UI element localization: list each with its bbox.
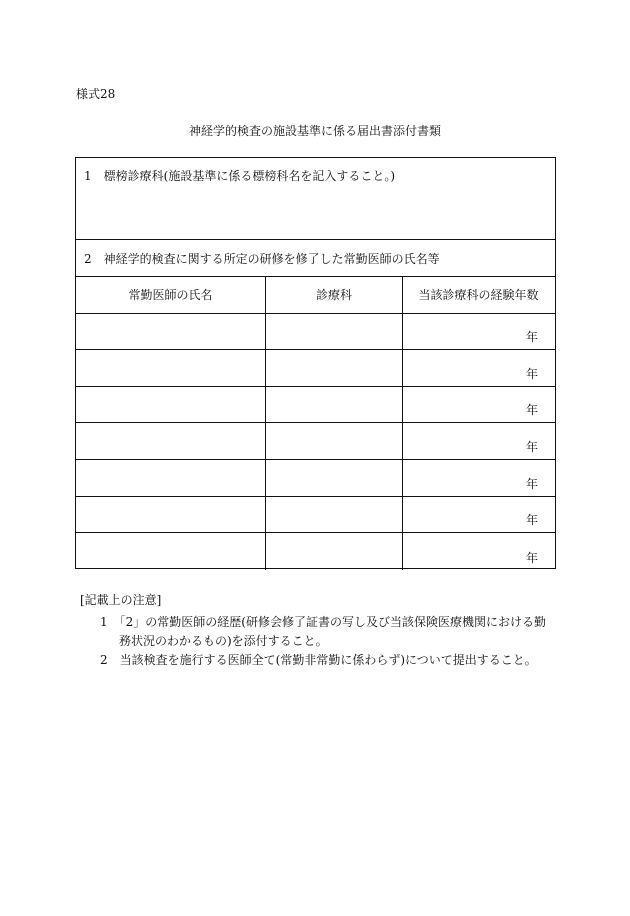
- year-unit-label: 年: [525, 476, 538, 491]
- years-cell[interactable]: [403, 460, 554, 496]
- physician-name-cell[interactable]: [76, 423, 266, 459]
- physician-name-cell[interactable]: [76, 497, 266, 533]
- department-cell[interactable]: [266, 387, 403, 423]
- year-unit-label: 年: [525, 330, 538, 345]
- table-row: [76, 387, 555, 424]
- department-cell[interactable]: [266, 314, 403, 350]
- years-cell[interactable]: [403, 350, 554, 386]
- section-2-label: 2 神経学的検査に関する所定の研修を修了した常勤医師の氏名等: [84, 252, 440, 266]
- department-cell[interactable]: [266, 460, 403, 496]
- physician-name-cell[interactable]: [76, 460, 266, 496]
- physician-name-cell[interactable]: [76, 387, 266, 423]
- years-cell[interactable]: [403, 314, 554, 350]
- years-cell[interactable]: [403, 533, 554, 570]
- years-cell[interactable]: [403, 387, 554, 423]
- table-row: [76, 350, 555, 387]
- section-2-header: [76, 240, 555, 277]
- physician-name-cell[interactable]: [76, 350, 266, 386]
- table-row: [76, 423, 555, 460]
- note-item-1-continued: 務状況のわかるもの)を添付すること。: [119, 634, 328, 648]
- year-unit-label: 年: [525, 366, 538, 381]
- year-unit-label: 年: [525, 439, 538, 454]
- department-cell[interactable]: [266, 533, 403, 570]
- header-physician-name: 常勤医師の氏名: [76, 277, 266, 313]
- physician-name-cell[interactable]: [76, 533, 266, 570]
- department-cell[interactable]: [266, 350, 403, 386]
- table-header-row: [76, 277, 555, 314]
- section-1-box[interactable]: [76, 158, 555, 240]
- note-item-2: 2 当該検査を施行する医師全て(常勤非常勤に係わらず)について提出すること。: [100, 653, 537, 667]
- section-1-label: 1 標榜診療科(施設基準に係る標榜科名を記入すること。): [84, 169, 396, 183]
- table-row: [76, 497, 555, 534]
- notes-heading: [記載上の注意]: [80, 593, 162, 607]
- document-title: 神経学的検査の施設基準に係る届出書添付書類: [188, 124, 441, 138]
- year-unit-label: 年: [525, 513, 538, 528]
- year-unit-label: 年: [525, 550, 538, 565]
- header-department: 診療科: [266, 277, 403, 313]
- physician-name-cell[interactable]: [76, 314, 266, 350]
- table-row: [76, 314, 555, 351]
- note-item-1: 1 「2」の常勤医師の経歴(研修会修了証書の写し及び当該保険医療機関における勤: [100, 615, 546, 629]
- physician-table: [76, 277, 555, 570]
- years-cell[interactable]: [403, 423, 554, 459]
- years-cell[interactable]: [403, 497, 554, 533]
- department-cell[interactable]: [266, 497, 403, 533]
- table-row: [76, 533, 555, 570]
- form-frame: [75, 157, 556, 569]
- year-unit-label: 年: [525, 403, 538, 418]
- header-years-experience: 当該診療科の経験年数: [418, 288, 539, 303]
- table-row: [76, 460, 555, 497]
- form-number: 様式28: [76, 87, 116, 101]
- department-cell[interactable]: [266, 423, 403, 459]
